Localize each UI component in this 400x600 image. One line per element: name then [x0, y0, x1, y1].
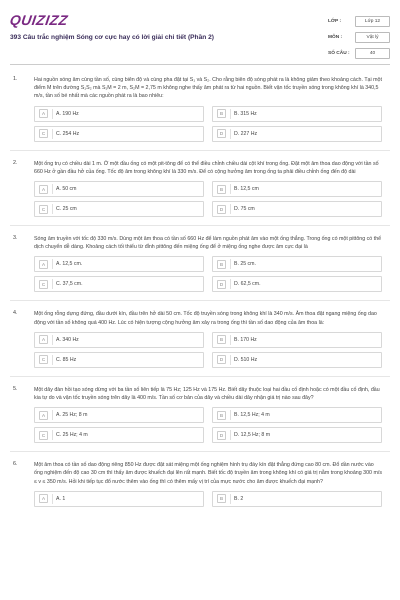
option-row: [34, 491, 382, 507]
option-letter-badge: C: [39, 280, 48, 289]
option-divider: [230, 279, 231, 289]
option-text: D. 12,5 Hz; 8 m: [234, 432, 271, 439]
answer-options: [34, 106, 382, 142]
option-text: D. 227 Hz: [234, 130, 258, 137]
option-divider: [230, 494, 231, 504]
option-text: B. 2: [234, 495, 244, 502]
option-divider: [52, 410, 53, 420]
answer-options: [34, 181, 382, 217]
option-divider: [230, 204, 231, 214]
option-divider: [52, 430, 53, 440]
answer-option-a[interactable]: [34, 106, 204, 122]
answer-option-b[interactable]: [212, 256, 382, 272]
option-text: B. 12,5 cm: [234, 186, 259, 193]
option-text: A. 50 cm: [56, 186, 77, 193]
option-row: [34, 427, 382, 443]
option-divider: [52, 355, 53, 365]
question-divider: [10, 376, 390, 377]
answer-option-d[interactable]: [212, 276, 382, 292]
answer-option-a[interactable]: [34, 332, 204, 348]
option-letter-badge: D: [217, 280, 226, 289]
option-letter-badge: B: [217, 260, 226, 269]
answer-option-a[interactable]: [34, 491, 204, 507]
question-text: Một ống rỗng dựng đứng, đầu dưới kín, đầu trên hở dài 50 cm. Tốc độ truyền sóng trong không khí là 340 m/s. Âm thoa đặt ngang miệng ống dao động với tần số không quá 400 Hz. Lúc có hiện tượng cộng hưởng âm xảy ra trong ống thì tần số dao động của âm thoa là:: [34, 311, 377, 326]
option-divider: [52, 259, 53, 269]
answer-option-d[interactable]: [212, 126, 382, 142]
question-5: [10, 386, 390, 443]
option-letter-badge: C: [39, 205, 48, 214]
option-letter-badge: B: [217, 411, 226, 420]
answer-option-c[interactable]: [34, 201, 204, 217]
option-row: [34, 126, 382, 142]
option-letter-badge: D: [217, 355, 226, 364]
option-row: [34, 256, 382, 272]
subject-label: MÔN :: [328, 34, 343, 40]
option-text: A. 12,5 cm.: [56, 261, 83, 268]
question-text: Một dây đàn hồi tạo sóng dừng với ba tần số liên tiếp là 75 Hz; 125 Hz và 175 Hz. Biết dây thuộc loại hai đầu cố định hoặc có một đầu cố định, đầu kia tự do và vận tốc truyền sóng trên dây là 400 m/s. Tần số cơ bản của dây và chiều dài dây nhận giá trị nào sau đây?: [34, 386, 380, 402]
answer-options: [34, 256, 382, 292]
answer-option-b[interactable]: [212, 407, 382, 423]
question-number: 5.: [13, 385, 18, 392]
answer-option-b[interactable]: [212, 491, 382, 507]
option-letter-badge: A: [39, 494, 48, 503]
count-value: 40: [355, 48, 390, 59]
option-text: B. 170 Hz: [234, 336, 257, 343]
option-letter-badge: B: [217, 494, 226, 503]
option-text: C. 254 Hz: [56, 130, 80, 137]
option-text: A. 190 Hz: [56, 110, 79, 117]
option-letter-badge: A: [39, 260, 48, 269]
option-letter-badge: C: [39, 431, 48, 440]
answer-options: [34, 491, 382, 507]
option-text: A. 1: [56, 495, 66, 502]
quizizz-logo: QUIZIZZ: [8, 12, 70, 28]
option-row: [34, 332, 382, 348]
answer-option-a[interactable]: [34, 181, 204, 197]
question-divider: [10, 225, 390, 226]
option-divider: [230, 355, 231, 365]
answer-options: [34, 407, 382, 443]
option-letter-badge: B: [217, 185, 226, 194]
grade-value: Lớp 12: [355, 16, 390, 27]
option-text: B. 12,5 Hz; 4 m: [234, 412, 270, 419]
header-divider: [10, 64, 390, 65]
question-2: [10, 160, 390, 217]
answer-option-d[interactable]: [212, 201, 382, 217]
answer-option-d[interactable]: [212, 352, 382, 368]
option-divider: [230, 109, 231, 119]
option-divider: [52, 279, 53, 289]
option-divider: [230, 430, 231, 440]
document-meta: [328, 13, 390, 61]
question-text: Một ống trụ có chiều dài 1 m. Ở một đầu ống có một pit-tông để có thể điều chỉnh chiều dài cột khí trong ống. Đặt một âm thoa dao động với tần số 660 Hz ở gần đầu hở của ống. Tốc độ âm trong không khí là 330 m/s. Để có cộng hưởng âm trong ống ta phải điều chỉnh ống đến độ dài: [34, 160, 379, 175]
grade-label: LỚP :: [328, 18, 342, 24]
document-title: 393 Câu trắc nghiệm Sóng cơ cực hay có lời giải chi tiết (Phần 2): [10, 34, 214, 41]
answer-option-c[interactable]: [34, 427, 204, 443]
option-text: D. 75 cm: [234, 206, 255, 213]
option-letter-badge: B: [217, 109, 226, 118]
question-text: Một âm thoa có tần số dao động riêng 850 Hz được đặt sát miệng một ống nghiệm hình trụ đáy kín đặt thẳng đứng cao 80 cm. Đổ dần nước vào ống nghiệm đến độ cao 30 cm thì thấy âm được khuếch đại lên rất mạnh. Biết tốc độ truyền âm trong không khí có giá trị nằm trong khoảng 300 m/s ≤ v ≤ 350 m/s. Hỏi khi tiếp tục đổ nước thêm vào ống thì có thêm mấy vị trí của mực nước cho âm được khuếch đại mạnh?: [34, 462, 382, 485]
answer-option-c[interactable]: [34, 352, 204, 368]
question-text: Hai nguồn sóng âm cùng tần số, cùng biên độ và cùng pha đặt tại S₁ và S₂. Cho rằng biên độ sóng phát ra là không giảm theo khoảng cách. Tại một điểm M trên đường S₁S₂ mà S₁M = 2 m, S₂M = 2,75 m không nghe thấy âm phát ra từ hai nguồn. Biết vận tốc truyền sóng trong không khí là 340,5 m/s, tần số bé nhất mà các nguồn phát ra là bao nhiêu:: [34, 77, 382, 100]
option-divider: [230, 259, 231, 269]
answer-option-c[interactable]: [34, 276, 204, 292]
option-letter-badge: C: [39, 129, 48, 138]
count-label: SỐ CÂU :: [328, 50, 350, 56]
option-letter-badge: A: [39, 335, 48, 344]
question-divider: [10, 150, 390, 151]
option-letter-badge: A: [39, 411, 48, 420]
option-text: C. 25 Hz; 4 m: [56, 432, 88, 439]
option-divider: [230, 184, 231, 194]
option-divider: [230, 129, 231, 139]
option-row: [34, 201, 382, 217]
count-row: [328, 45, 390, 61]
question-number: 6.: [13, 461, 18, 468]
question-number: 3.: [13, 235, 18, 242]
option-text: C. 37,5 cm.: [56, 281, 83, 288]
option-text: B. 315 Hz: [234, 110, 257, 117]
question-3: [10, 235, 390, 292]
option-text: D. 510 Hz: [234, 356, 258, 363]
question-1: [10, 76, 390, 142]
option-row: [34, 181, 382, 197]
option-text: B. 25 cm.: [234, 261, 256, 268]
option-letter-badge: D: [217, 205, 226, 214]
question-number: 2.: [13, 159, 18, 166]
option-letter-badge: D: [217, 129, 226, 138]
answer-option-d[interactable]: [212, 427, 382, 443]
option-divider: [230, 335, 231, 345]
option-divider: [52, 204, 53, 214]
option-row: [34, 352, 382, 368]
question-list: [10, 76, 390, 511]
answer-options: [34, 332, 382, 368]
option-letter-badge: C: [39, 355, 48, 364]
question-divider: [10, 451, 390, 452]
option-divider: [52, 109, 53, 119]
option-divider: [52, 129, 53, 139]
header: [0, 0, 400, 64]
question-number: 4.: [13, 310, 18, 317]
question-divider: [10, 300, 390, 301]
option-divider: [52, 184, 53, 194]
option-letter-badge: B: [217, 335, 226, 344]
option-text: D. 62,5 cm.: [234, 281, 261, 288]
grade-row: [328, 13, 390, 29]
subject-row: [328, 29, 390, 45]
answer-option-a[interactable]: [34, 407, 204, 423]
answer-option-b[interactable]: [212, 106, 382, 122]
answer-option-c[interactable]: [34, 126, 204, 142]
answer-option-b[interactable]: [212, 332, 382, 348]
option-text: C. 85 Hz: [56, 356, 77, 363]
option-letter-badge: A: [39, 109, 48, 118]
option-row: [34, 276, 382, 292]
subject-value: Vật lý: [355, 32, 390, 43]
option-text: A. 25 Hz; 8 m: [56, 412, 88, 419]
option-row: [34, 407, 382, 423]
option-divider: [230, 410, 231, 420]
question-number: 1.: [13, 76, 18, 82]
option-row: [34, 106, 382, 122]
question-6: [10, 461, 390, 507]
option-letter-badge: A: [39, 185, 48, 194]
option-divider: [52, 335, 53, 345]
question-4: [10, 310, 390, 367]
option-letter-badge: D: [217, 431, 226, 440]
answer-option-a[interactable]: [34, 256, 204, 272]
question-text: Sóng âm truyền với tốc độ 330 m/s. Dùng một âm thoa có tần số 660 Hz để làm nguồn phát âm vào một ống thẳng. Trong ống có một pittông có thể dịch chuyển dễ dàng. Khoảng cách tối thiểu từ đỉnh pittông đến miệng ống để ở miệng ống nghe được âm cực đại là: [34, 236, 382, 251]
option-divider: [52, 494, 53, 504]
option-text: C. 25 cm: [56, 206, 77, 213]
option-text: A. 340 Hz: [56, 336, 79, 343]
answer-option-b[interactable]: [212, 181, 382, 197]
